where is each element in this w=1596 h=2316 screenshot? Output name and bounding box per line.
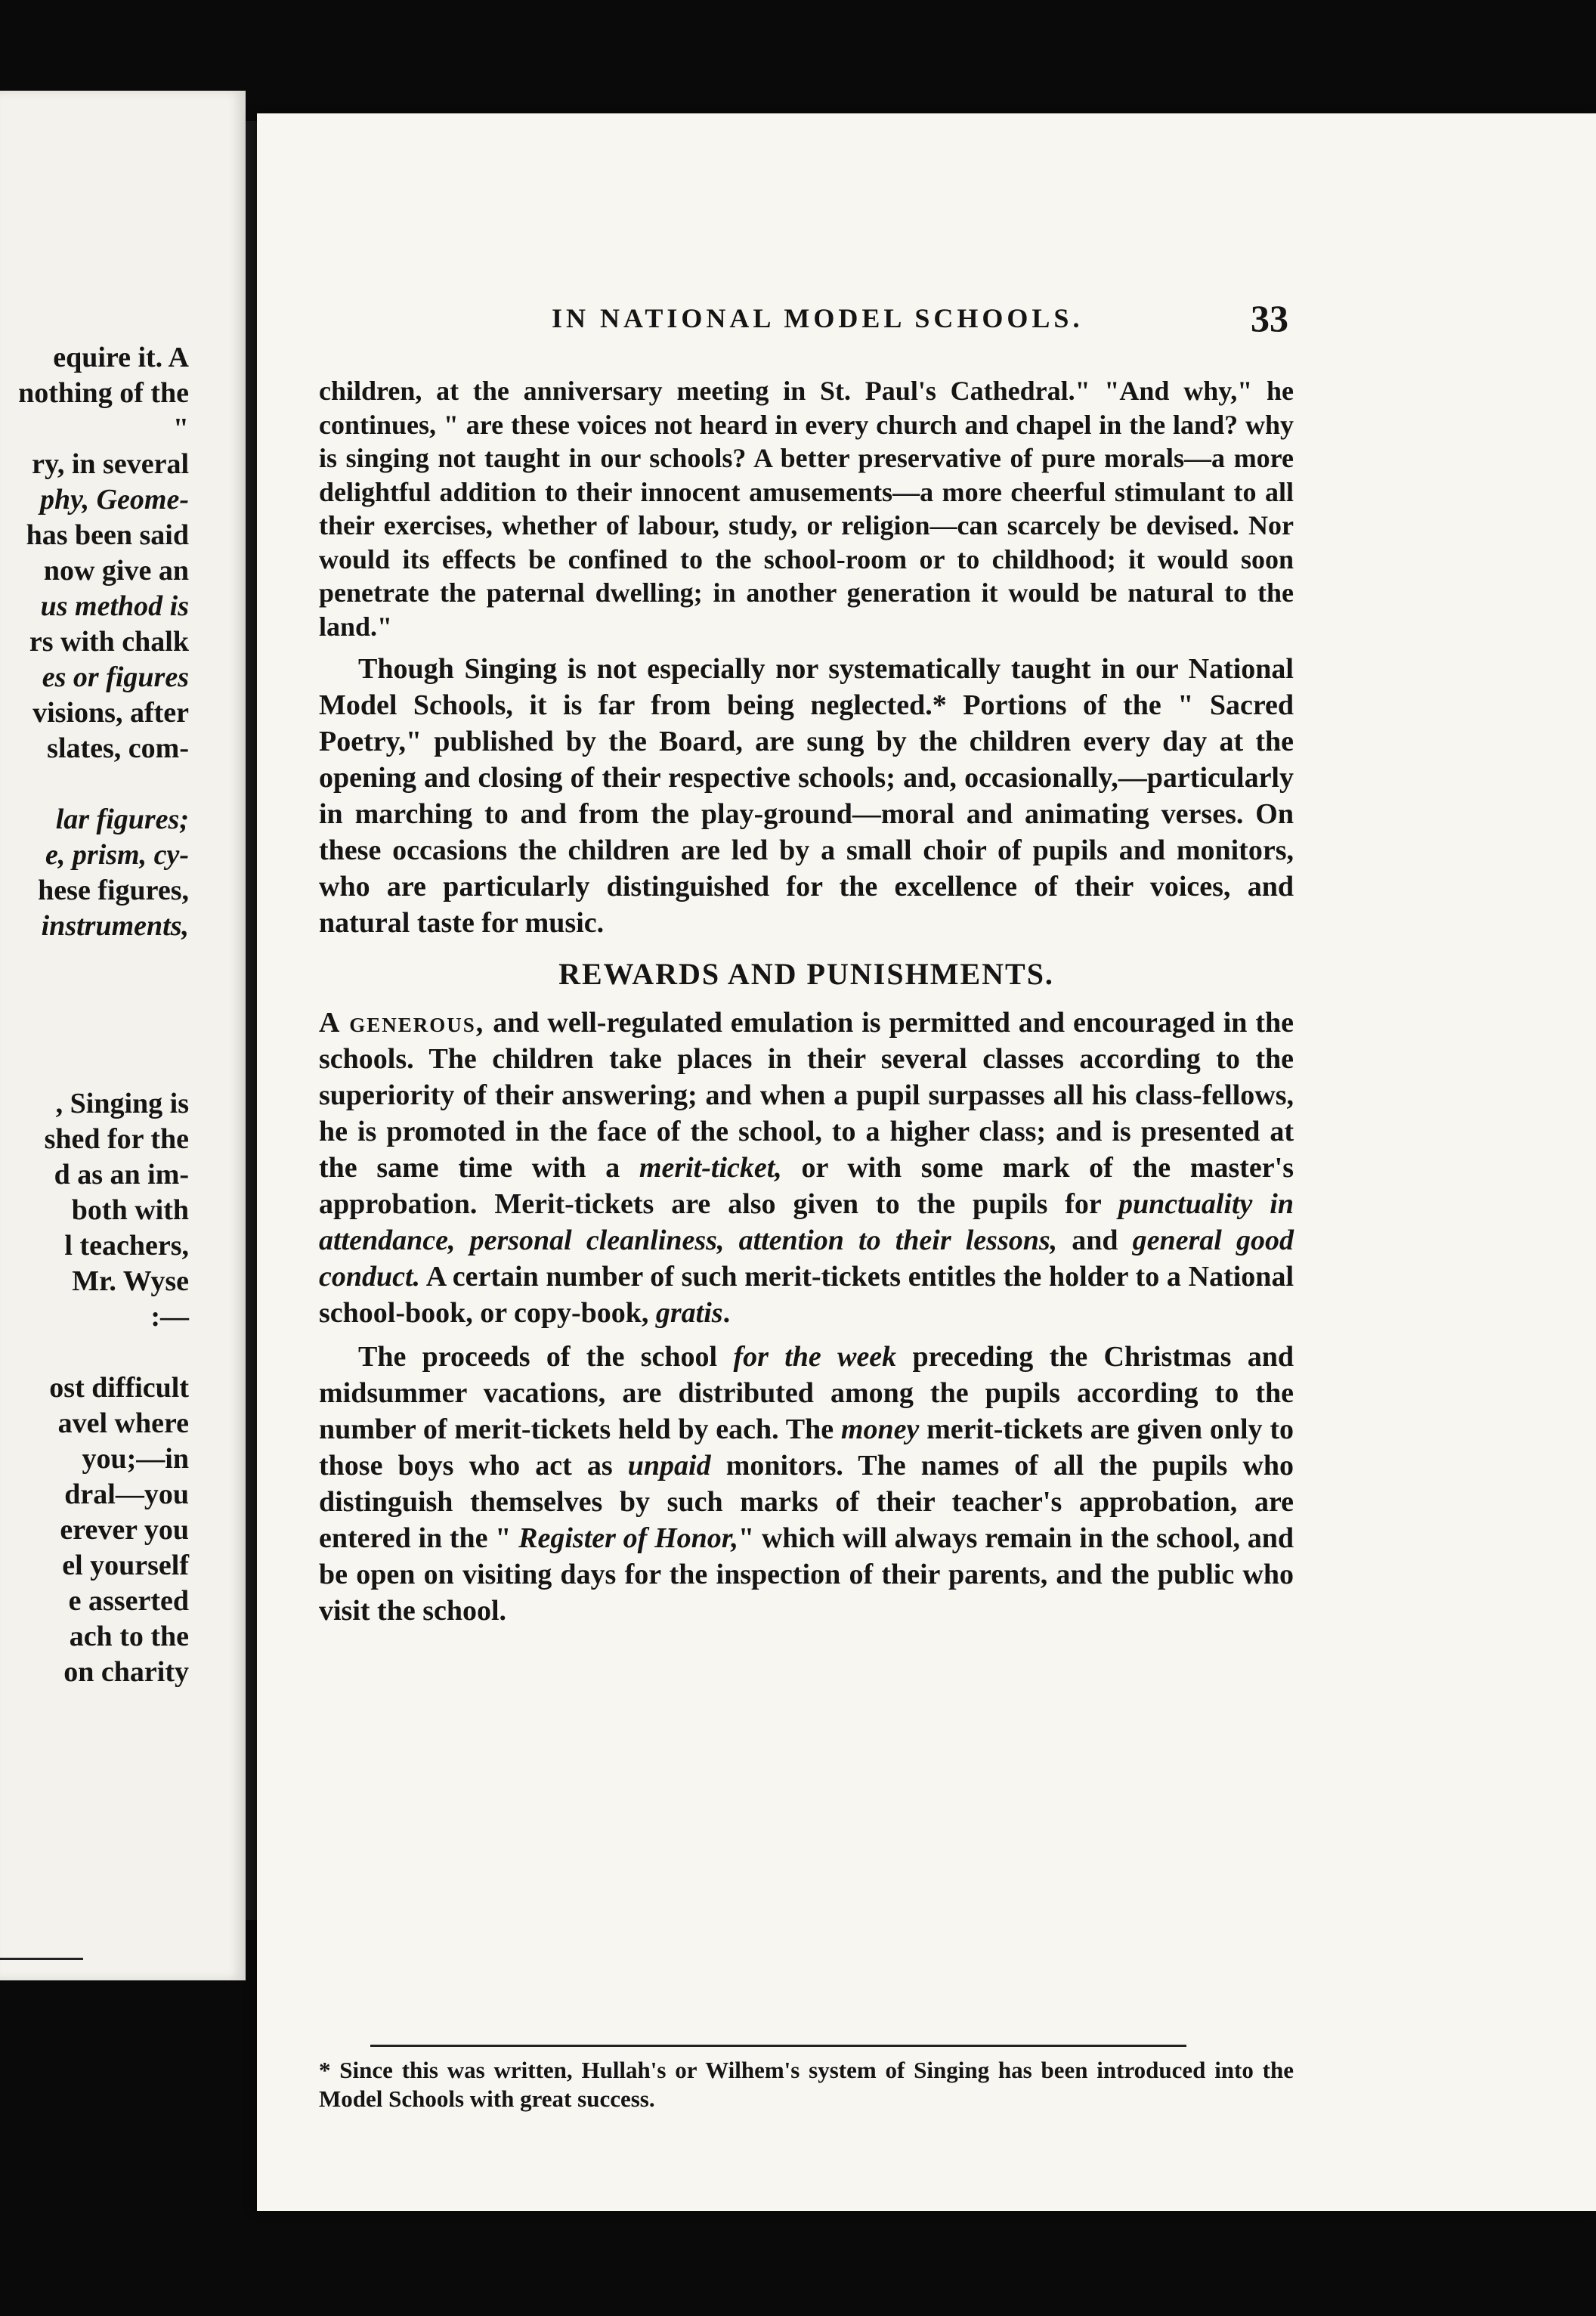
rewards-paragraph [319,1005,1294,1331]
running-head [257,297,1596,348]
left-page-line: Mr. Wyse [72,1265,189,1297]
left-page-line: avel where [57,1407,189,1439]
left-page-line: d as an im- [54,1159,189,1191]
left-page-line: rs with chalk [29,626,189,658]
left-page-line: e, prism, cy- [45,839,189,871]
body-text [319,374,1294,1636]
left-page-line: has been said [26,519,189,551]
left-page-line: on charity [63,1656,189,1688]
rewards-lead: A generous, [319,1007,485,1039]
left-page-line [0,1015,246,1051]
footnote-rule [370,2045,1186,2047]
quote-paragraph: children, at the anniversary meeting in St. Paul's Cathedral." "And why," he continues, " are these voices not heard in every church and chapel in the land? why is singing not taught in our schools? A better preservative of pure morals—a more delightful addition to their innocent amusements—a more cheerful stimulant to all their exercises, whether of labour, study, or religion—can scarcely be devised. Nor would its effects be confined to the school-room or to childhood; it would soon penetrate the paternal dwelling; in another generation it would be natural to the land." [319,376,1294,642]
left-page-line: l teachers, [64,1230,189,1262]
left-page-text [0,340,246,1690]
left-page-line: instruments, [41,910,189,942]
left-page-rule [0,1958,83,1960]
left-page-line: ost difficult [49,1372,189,1404]
singing-paragraph: Though Singing is not especially nor systematically taught in our National Model Schools, it is far from being neglected.* Portions of the " Sacred Poetry," published by the Board, are sung by the children every day at the opening and closing of their respective schools; and, occasionally,—particularly in marching to and from the play-ground—moral and animating verses. On these occasions the children are led by a small choir of pupils and monitors, who are particularly distinguished for the excellence of their voices, and natural taste for music. [319,653,1294,939]
left-page-line: ry, in several [32,448,189,480]
proceeds-text-3: merit-tickets are given only to those boys who act as [319,1413,1294,1482]
left-page-line: lar figures; [55,803,189,835]
proceeds-text-2: preceding the Christmas and midsummer vacations, are distributed among the pupils according to the number of merit-tickets held by each. The [319,1341,1294,1445]
section-heading: REWARDS AND PUNISHMENTS. [558,957,1054,991]
left-page-line: now give an [43,555,189,587]
rewards-text-1: and well-regulated emulation is permitted and encouraged in the schools. The children take places in their several classes according to the superiority of their answering; and when a pupil surpasses all his class-fellows, he is promoted in the face of the school, to a higher class; and is presented at the same time with a [319,1007,1294,1184]
page-number: 33 [1251,297,1288,339]
proceeds-text-4: monitors. The names of all the pupils who distinguish themselves by such marks of their teacher's approbation, are entered in the " [319,1450,1294,1554]
left-page-line: you;—in [82,1443,189,1475]
left-page-line [0,766,246,802]
left-page-line: el yourself [62,1550,189,1581]
left-page-line: us method is [40,590,189,622]
rewards-italic-4: gratis [655,1297,723,1329]
rewards-italic-1: merit-ticket, [639,1152,782,1184]
left-page-line: slates, com- [47,732,189,764]
proceeds-text-1: The proceeds of the school [358,1341,734,1373]
left-page-line: e asserted [68,1585,189,1617]
proceeds-italic-2: money [840,1413,920,1445]
left-page-line [0,944,246,980]
left-page-line: equire it. A [53,342,189,373]
left-page-line: shed for the [44,1123,189,1155]
left-page-line [0,1051,246,1086]
left-page-line: :— [150,1301,189,1333]
left-page-line: erever you [60,1514,189,1546]
left-page-line [0,980,246,1015]
left-page [0,91,246,1980]
right-page [257,113,1596,2211]
footnote: * Since this was written, Hullah's or Wilhem's system of Singing has been introduced into the Model Schools with great success. [319,2057,1294,2112]
proceeds-text-5: " which will always remain in the school, and be open on visiting days for the inspection of their parents, and the public who visit the school. [319,1522,1294,1627]
rewards-italic-3: general good conduct. [319,1225,1294,1293]
left-page-line: , Singing is [55,1088,189,1119]
left-page-line [0,1335,246,1370]
left-page-line: nothing of the [18,377,189,409]
left-page-line: " [172,413,189,444]
left-page-line: dral—you [64,1478,189,1510]
left-page-line: both with [71,1194,189,1226]
rewards-text-5: . [722,1297,731,1329]
left-page-line: hese figures, [38,875,189,906]
left-page-line: es or figures [42,661,189,693]
running-title: IN NATIONAL MODEL SCHOOLS. [552,303,1084,333]
rewards-text-3: and [1057,1225,1133,1256]
proceeds-italic-3: unpaid [627,1450,711,1482]
rewards-italic-2: punctuality in attendance, personal cleanliness, attention to their lessons, [319,1188,1294,1256]
left-page-line: ach to the [69,1621,189,1652]
proceeds-paragraph [319,1339,1294,1629]
left-page-line: visions, after [32,697,189,729]
left-page-line: phy, Geome- [40,484,189,516]
proceeds-italic-4: Register of Honor, [518,1522,738,1554]
rewards-text-2: or with some mark of the master's approbation. Merit-tickets are also given to the pupils for [319,1152,1294,1220]
proceeds-italic-1: for the week [733,1341,897,1373]
rewards-text-4: A certain number of such merit-tickets entitles the holder to a National school-book, or copy-book, [319,1261,1294,1329]
